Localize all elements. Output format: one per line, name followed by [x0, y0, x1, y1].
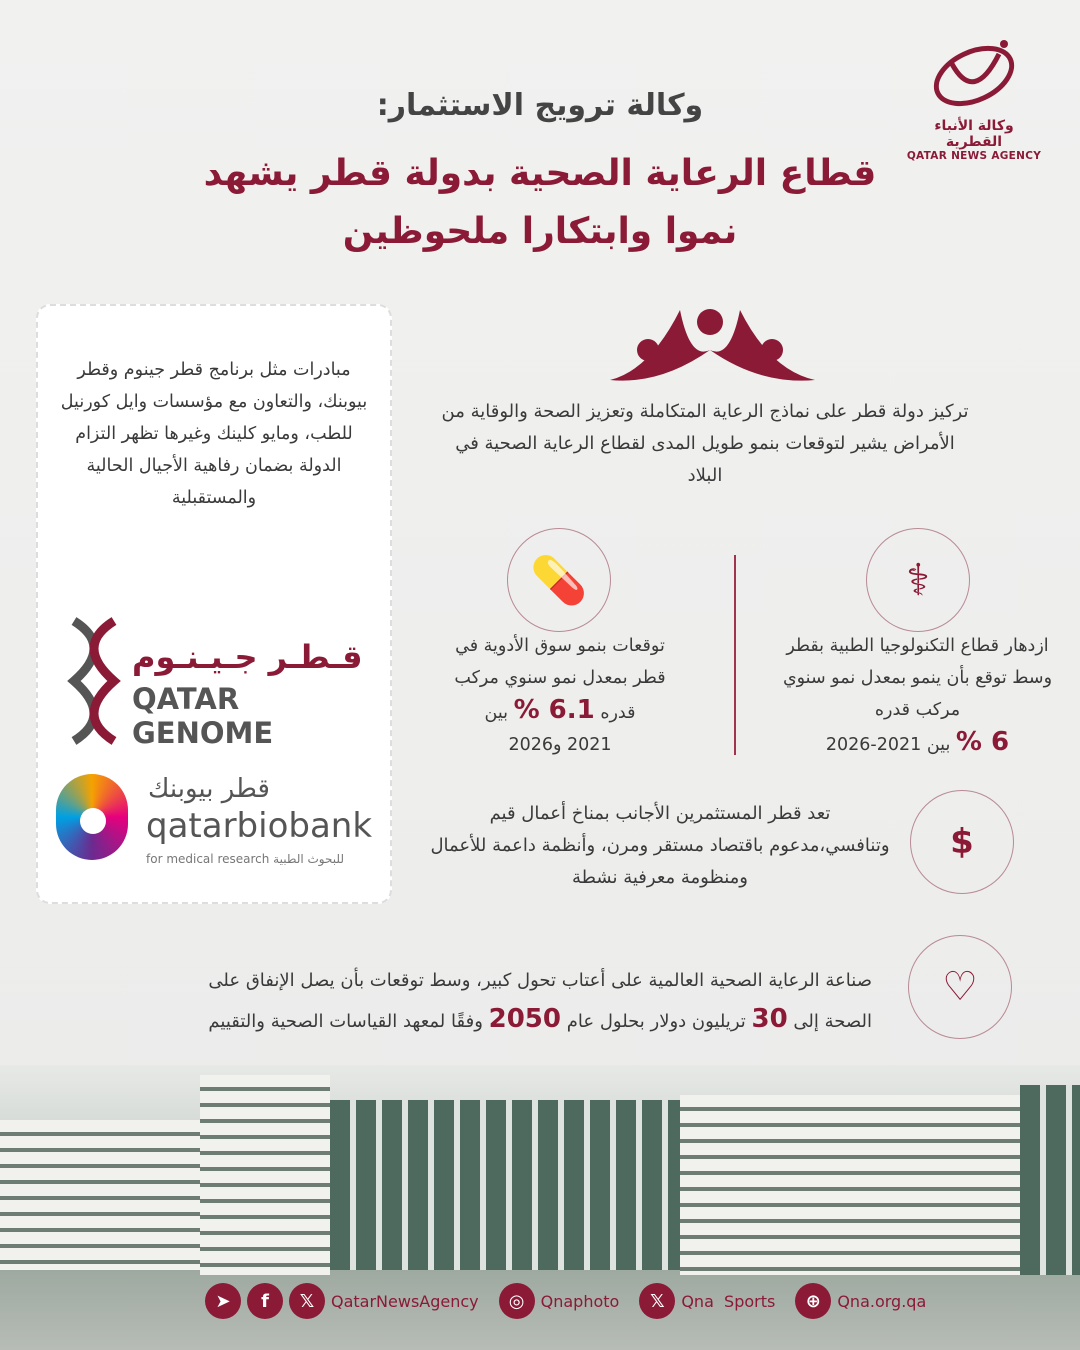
investors-text: تعد قطر المستثمرين الأجانب بمناخ أعمال قيم وتنافسي،مدعوم باقتصاد مستقر ومرن، وأنظمة داعمة للأعمال ومنظومة معرفية نشطة	[430, 803, 890, 888]
logo-arabic: وكالة الأنباء القطرية	[934, 118, 1014, 150]
global-p1: الصحة إلى	[793, 1011, 872, 1032]
biobank-english: qatarbiobank	[146, 806, 373, 846]
people-icon	[600, 300, 820, 385]
global-line1: صناعة الرعاية الصحية العالمية على أعتاب تحول كبير، وسط توقعات بأن يصل الإنفاق على	[208, 970, 872, 991]
medtech-value: 6 %	[955, 727, 1010, 757]
kicker: وكالة ترويج الاستثمار:	[376, 88, 704, 123]
heart-hand-icon: ♡	[908, 935, 1012, 1039]
medtech-tail: بين 2021-2026	[825, 735, 951, 755]
social-footer	[205, 1283, 940, 1319]
biobank-arabic: قطر بيوبنك	[148, 774, 270, 804]
pills-icon: 💊	[507, 528, 611, 632]
website-link[interactable]: Qna.org.qa	[837, 1291, 927, 1311]
page-title: قطاع الرعاية الصحية بدولة قطر يشهد نموا وابتكارا ملحوظين	[203, 153, 877, 252]
medtech-stat	[780, 630, 1055, 761]
genome-arabic: قـطـر جـيـنـوم	[132, 638, 363, 676]
genome-english: QATAR GENOME	[132, 682, 274, 750]
biobank-icon	[56, 774, 128, 860]
global-p3: وفقًا لمعهد القياسات الصحية والتقييم	[208, 1011, 483, 1032]
handle-qnaphoto[interactable]: Qnaphoto	[540, 1291, 620, 1311]
globe-icon[interactable]: ⊕	[795, 1283, 831, 1319]
global-year-2050: 2050	[488, 1004, 561, 1034]
dna-icon	[64, 616, 124, 746]
initiatives-card	[36, 304, 392, 904]
medtech-icon: ⚕	[866, 528, 970, 632]
global-p2: تريليون دولار بحلول عام	[566, 1011, 746, 1032]
biobank-sub: for medical research للبحوث الطبية	[146, 852, 344, 866]
handle-qatarnewsagency[interactable]: QatarNewsAgency	[331, 1291, 479, 1311]
qatar-biobank-logo	[56, 774, 376, 874]
pharma-stat	[440, 630, 680, 761]
logo-english: QATAR NEWS AGENCY	[906, 150, 1042, 162]
pharma-tail: بين	[484, 703, 508, 723]
divider	[734, 555, 736, 755]
instagram-icon[interactable]: ◎	[499, 1283, 535, 1319]
telegram-icon[interactable]: ➤	[205, 1283, 241, 1319]
qatar-genome-logo	[64, 616, 374, 750]
x-icon[interactable]: 𝕏	[289, 1283, 325, 1319]
initiatives-text: مبادرات مثل برنامج قطر جينوم وقطر بيوبنك، والتعاون مع مؤسسات وايل كورنيل للطب، ومايو كلينك وغيرها تظهر التزام الدولة بضمان رفاهية الأجيال الحالية والمستقبلية	[60, 360, 368, 508]
pharma-text: توقعات بنمو سوق الأدوية في قطر بمعدل نمو سنوي مركب قدره	[454, 636, 666, 723]
x-sports-icon[interactable]: 𝕏	[639, 1283, 675, 1319]
investor-icon: $	[910, 790, 1014, 894]
medtech-text: ازدهار قطاع التكنولوجيا الطبية بقطر وسط توقع بأن ينمو بمعدل نمو سنوي مركب قدره	[782, 636, 1053, 720]
global-value-30: 30	[751, 1004, 788, 1034]
pharma-value: 6.1 %	[513, 695, 595, 725]
facebook-icon[interactable]: f	[247, 1283, 283, 1319]
global-spending	[150, 962, 872, 1041]
intro-text: تركيز دولة قطر على نماذج الرعاية المتكاملة وتعزيز الصحة والوقاية من الأمراض يشير لتوقعات بنمو طويل المدى لقطاع الرعاية الصحية في البلاد	[441, 401, 969, 486]
handle-qna-sports[interactable]: Qna Sports	[681, 1291, 776, 1311]
pharma-years: 2021 و2026	[508, 735, 612, 755]
